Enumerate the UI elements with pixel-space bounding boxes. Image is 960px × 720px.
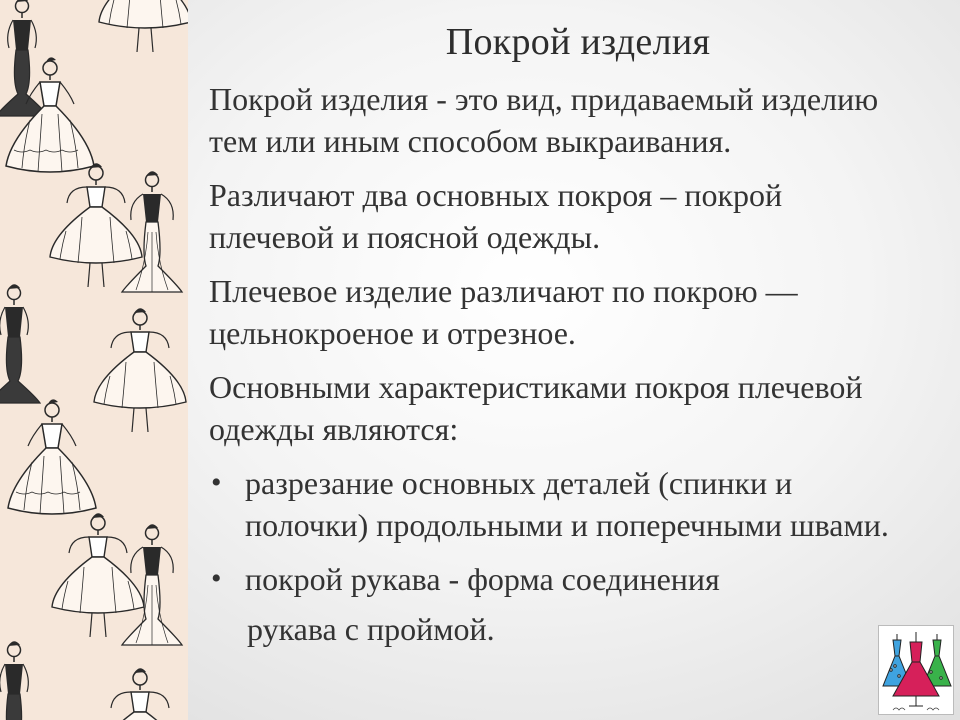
slide-body	[209, 78, 899, 650]
bullet-continuation: рукава с проймой.	[247, 611, 495, 647]
list-item	[209, 462, 899, 546]
slide-title: Покрой изделия	[445, 21, 711, 63]
dress-mannequins-icon	[878, 625, 954, 715]
bullet-icon: •	[211, 466, 222, 499]
fashion-sketch-sidebar	[0, 0, 188, 720]
bullet-list	[209, 462, 899, 600]
fashion-sketches-pattern	[0, 0, 188, 720]
paragraph-two-cuts: Различают два основных покроя – покрой плечевой и поясной одежды.	[209, 177, 783, 255]
list-item	[209, 558, 899, 600]
paragraph-shoulder-cut: Плечевое изделие различают по покрою — цельнокроеное и отрезное.	[209, 273, 798, 351]
bullet-icon: •	[211, 562, 222, 595]
paragraph-definition: Покрой изделия - это вид, придаваемый изделию тем или иным способом выкраивания.	[209, 81, 879, 159]
bullet-text: покрой рукава - форма соединения	[245, 561, 720, 597]
bullet-text: разрезание основных деталей (спинки и полочки) продольными и поперечными швами.	[245, 465, 889, 543]
paragraph-characteristics: Основными характеристиками покроя плечевой одежды являются:	[209, 369, 863, 447]
